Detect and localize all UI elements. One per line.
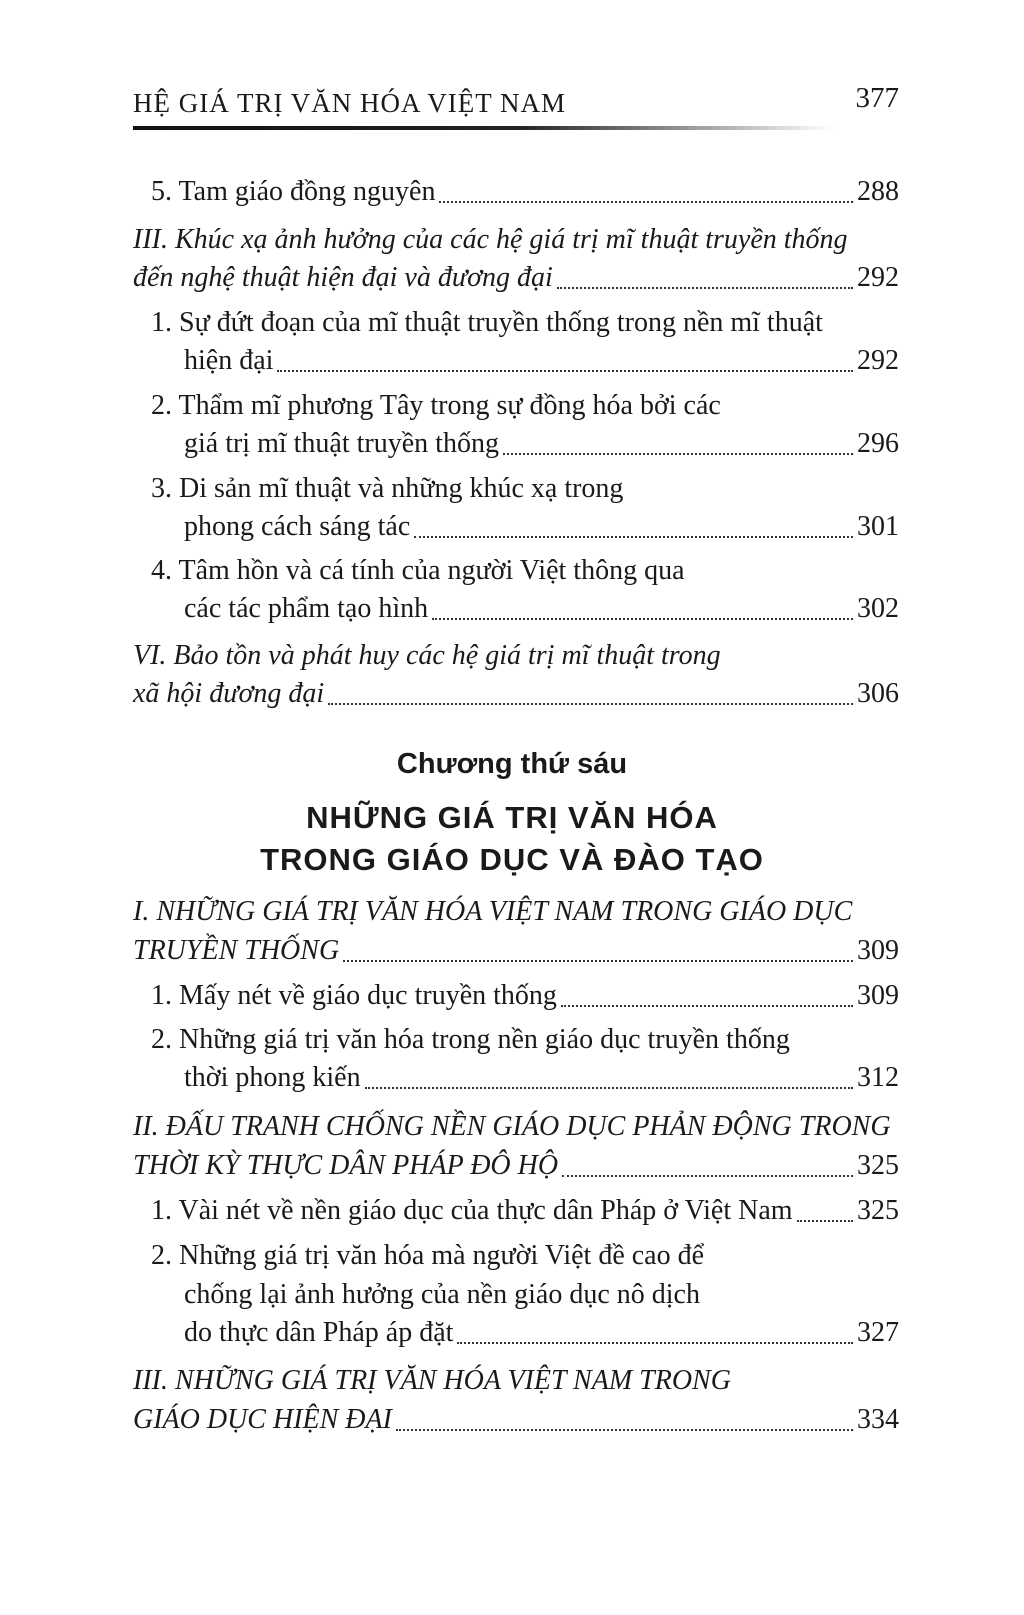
toc-entry-line[interactable] [151, 303, 899, 343]
toc-entry-title: giá trị mĩ thuật truyền thống [184, 428, 499, 459]
toc-entry-title: do thực dân Pháp áp đặt [184, 1317, 454, 1348]
toc-entry[interactable] [184, 1058, 899, 1098]
toc-entry-page: 334 [857, 1404, 899, 1435]
toc-entry[interactable] [133, 931, 899, 971]
dot-leader [277, 370, 853, 372]
dot-leader [328, 703, 853, 705]
toc-entry-page: 309 [857, 980, 899, 1011]
toc-entry-page: 302 [857, 593, 899, 624]
toc-section-heading[interactable] [133, 1361, 899, 1401]
toc-entry[interactable] [133, 172, 899, 212]
toc-entry-title-line: 2. Những giá trị văn hóa trong nền giáo dục truyền thống [151, 1024, 790, 1055]
toc-entry-page: 301 [857, 511, 899, 542]
toc-entry-page: 325 [857, 1150, 899, 1181]
toc-entry-line[interactable] [151, 386, 899, 426]
toc-entry-title: các tác phẩm tạo hình [184, 593, 429, 624]
toc-entry-line[interactable] [151, 551, 899, 591]
toc-entry-line[interactable] [151, 469, 899, 509]
toc-entry[interactable] [133, 258, 899, 298]
toc-entry[interactable] [184, 1313, 899, 1353]
toc-entry-page: 296 [857, 428, 899, 459]
toc-entry-title-line: II. ĐẤU TRANH CHỐNG NỀN GIÁO DỤC PHẢN ĐỘNG TRONG [133, 1111, 891, 1142]
toc-entry[interactable] [133, 674, 899, 714]
running-header [133, 80, 899, 130]
toc-entry-title: THỜI KỲ THỰC DÂN PHÁP ĐÔ HỘ [133, 1150, 559, 1181]
toc-entry-title: 1. Vài nét về nền giáo dục của thực dân Pháp ở Việt Nam [151, 1195, 793, 1226]
toc-section-heading[interactable] [133, 636, 899, 676]
dot-leader [439, 201, 853, 203]
toc-entry[interactable] [151, 1191, 899, 1231]
toc-entry[interactable] [133, 1146, 899, 1186]
dot-leader [414, 536, 853, 538]
toc-entry-title: TRUYỀN THỐNG [133, 935, 340, 966]
toc-entry-title-line: 4. Tâm hồn và cá tính của người Việt thông qua [151, 555, 685, 586]
dot-leader [797, 1220, 853, 1222]
toc-entry-title-line: chống lại ảnh hưởng của nền giáo dục nô dịch [184, 1279, 700, 1310]
toc-entry-page: 292 [857, 262, 899, 293]
chapter-title-line: TRONG GIÁO DỤC VÀ ĐÀO TẠO [260, 842, 764, 877]
toc-entry-page: 288 [857, 176, 899, 207]
dot-leader [557, 287, 853, 289]
toc-section-heading[interactable] [133, 1107, 899, 1147]
toc-entry-page: 292 [857, 345, 899, 376]
toc-entry-line[interactable] [151, 1236, 899, 1276]
toc-entry[interactable] [184, 341, 899, 381]
toc-entry-page: 312 [857, 1062, 899, 1093]
toc-entry[interactable] [133, 1400, 899, 1440]
toc-entry-title: 5. Tam giáo đồng nguyên [151, 176, 436, 207]
header-rule [133, 126, 833, 130]
toc-entry-title: xã hội đương đại [133, 678, 325, 709]
toc-entry-title-line: 3. Di sản mĩ thuật và những khúc xạ trong [151, 473, 624, 504]
dot-leader [457, 1342, 853, 1344]
toc-entry-page: 306 [857, 678, 899, 709]
running-title: HỆ GIÁ TRỊ VĂN HÓA VIỆT NAM [133, 88, 567, 118]
toc-entry[interactable] [151, 976, 899, 1016]
toc-entry-title: phong cách sáng tác [184, 511, 411, 542]
dot-leader [503, 453, 853, 455]
toc-entry-title-line: 2. Thẩm mĩ phương Tây trong sự đồng hóa bởi các [151, 390, 721, 421]
toc-entry-title-line: I. NHỮNG GIÁ TRỊ VĂN HÓA VIỆT NAM TRONG GIÁO DỤC [133, 896, 853, 927]
toc-entry-title: đến nghệ thuật hiện đại và đương đại [133, 262, 553, 293]
toc-entry-line[interactable] [151, 1020, 899, 1060]
toc-entry-page: 325 [857, 1195, 899, 1226]
toc-entry-title: GIÁO DỤC HIỆN ĐẠI [133, 1404, 392, 1435]
dot-leader [343, 960, 853, 962]
toc-entry-title: thời phong kiến [184, 1062, 361, 1093]
dot-leader [396, 1429, 853, 1431]
chapter-label: Chương thứ sáu [396, 748, 628, 780]
dot-leader [365, 1087, 853, 1089]
toc-entry-title: hiện đại [184, 345, 274, 376]
toc-section-heading[interactable] [133, 220, 899, 260]
dot-leader [432, 618, 853, 620]
toc-section-heading[interactable] [133, 892, 899, 932]
toc-entry-page: 327 [857, 1317, 899, 1348]
toc-entry-title-line: III. NHỮNG GIÁ TRỊ VĂN HÓA VIỆT NAM TRONG [133, 1365, 731, 1396]
toc-entry-title-line: 2. Những giá trị văn hóa mà người Việt đề cao để [151, 1240, 705, 1271]
dot-leader [562, 1175, 853, 1177]
toc-entry-title-line: VI. Bảo tồn và phát huy các hệ giá trị mĩ thuật trong [133, 640, 721, 671]
toc-entry-line[interactable] [184, 1275, 899, 1315]
dot-leader [561, 1005, 853, 1007]
toc-entry-page: 309 [857, 935, 899, 966]
page-number: 377 [855, 82, 899, 114]
toc-entry-title-line: III. Khúc xạ ảnh hưởng của các hệ giá trị mĩ thuật truyền thống [133, 224, 848, 255]
toc-entry[interactable] [184, 424, 899, 464]
toc-entry[interactable] [184, 589, 899, 629]
toc-entry-title-line: 1. Sự đứt đoạn của mĩ thuật truyền thống trong nền mĩ thuật [151, 307, 823, 338]
chapter-title-line: NHỮNG GIÁ TRỊ VĂN HÓA [306, 800, 718, 835]
toc-entry-title: 1. Mấy nét về giáo dục truyền thống [151, 980, 557, 1011]
toc-entry[interactable] [184, 507, 899, 547]
